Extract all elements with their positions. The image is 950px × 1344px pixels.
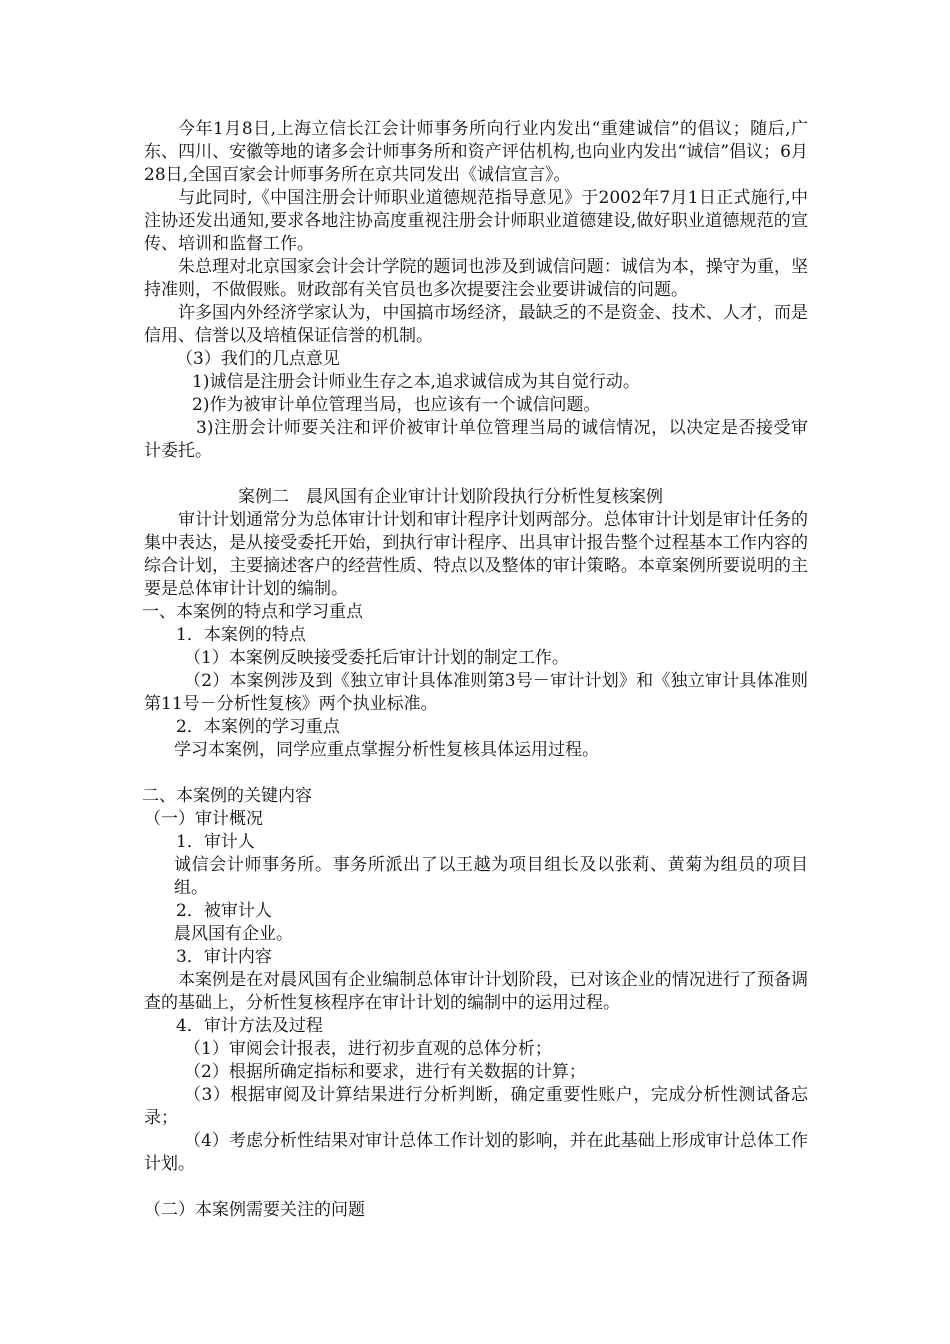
subheading-1-2: 2．本案例的学习重点: [176, 717, 340, 737]
case-title: 案例二 晨风国有企业审计计划阶段执行分析性复核案例: [238, 487, 663, 507]
text-2-1-3a: 本案例是在对晨风国有企业编制总体审计计划阶段，已对该企业的情况进行了预备调查的基础上，分析性复核程序在审计计划的编制中的运用过程。: [144, 970, 808, 1013]
method-step-1: （1）审阅会计报表，进行初步直观的总体分析；: [184, 1039, 552, 1059]
heading-our-opinions: （3）我们的几点意见: [176, 349, 340, 369]
subheading-2-1-1: 1．审计人: [176, 832, 255, 852]
subheading-2-2: （二）本案例需要关注的问题: [144, 1200, 365, 1220]
spacer: [144, 762, 808, 785]
paragraph-economists-view: 许多国内外经济学家认为，中国搞市场经济，最缺乏的不是资金、技术、人才，而是信用、信誉以及培植保证信誉的机制。: [144, 303, 808, 346]
opinion-item-3: 3)注册会计师要关注和评价被审计单位管理当局的诚信情况，以决定是否接受审计委托。: [144, 418, 808, 461]
spacer: [144, 1176, 808, 1199]
item-1-1a: （1）本案例反映接受委托后审计计划的制定工作。: [184, 648, 569, 668]
text-2-1-1a: 诚信会计师事务所。事务所派出了以王越为项目组长及以张莉、黄菊为组员的项目组。: [174, 855, 808, 898]
method-step-4: （4）考虑分析性结果对审计总体工作计划的影响，并在此基础上形成审计总体工作计划。: [144, 1131, 808, 1174]
item-1-1b: （2）本案例涉及到《独立审计具体准则第3号－审计计划》和《独立审计具体准则第11号－分析性复核》两个执业标准。: [144, 671, 808, 714]
opinion-item-1: 1)诚信是注册会计师业生存之本,追求诚信成为其自觉行动。: [192, 372, 640, 392]
subheading-2-1-4: 4．审计方法及过程: [176, 1016, 323, 1036]
paragraph-integrity-initiatives: 今年1月8日,上海立信长江会计师事务所向行业内发出“重建诚信”的倡议；随后,广东、四川、安徽等地的诸多会计师事务所和资产评估机构,也向业内发出“诚信”倡议；6月28日,全国百家会计师事务所在京共同发出《诚信宣言》。: [144, 119, 808, 185]
method-step-3: （3）根据审阅及计算结果进行分析判断，确定重要性账户，完成分析性测试备忘录；: [144, 1085, 808, 1128]
method-step-2: （2）根据所确定指标和要求，进行有关数据的计算；: [184, 1062, 586, 1082]
subheading-2-1: （一）审计概况: [144, 809, 263, 829]
subheading-2-1-2: 2．被审计人: [176, 901, 272, 921]
subheading-2-1-3: 3．审计内容: [176, 947, 272, 967]
opinion-item-2: 2)作为被审计单位管理当局，也应该有一个诚信问题。: [192, 395, 601, 415]
section-heading-2: 二、本案例的关键内容: [142, 786, 312, 806]
text-2-1-2a: 晨风国有企业。: [174, 924, 293, 944]
section-heading-1: 一、本案例的特点和学习重点: [142, 602, 363, 622]
case-intro: 审计计划通常分为总体审计计划和审计程序计划两部分。总体审计计划是审计任务的集中表达，是从接受委托开始，到执行审计程序、出具审计报告整个过程基本工作内容的综合计划，主要摘述客户的经营性质、特点以及整体的审计策略。本章案例所要说明的主要是总体审计计划的编制。: [144, 510, 808, 599]
item-1-2a: 学习本案例，同学应重点掌握分析性复核具体运用过程。: [174, 740, 599, 760]
paragraph-ethics-guidance: 与此同时,《中国注册会计师职业道德规范指导意见》于2002年7月1日正式施行,中注协还发出通知,要求各地注协高度重视注册会计师职业道德建设,做好职业道德规范的宣传、培训和监督工作。: [144, 188, 808, 254]
subheading-1-1: 1．本案例的特点: [176, 625, 306, 645]
paragraph-premier-inscription: 朱总理对北京国家会计会计学院的题词也涉及到诚信问题：诚信为本，操守为重，坚持准则，不做假账。财政部有关官员也多次提要注会业要讲诚信的问题。: [144, 257, 808, 300]
